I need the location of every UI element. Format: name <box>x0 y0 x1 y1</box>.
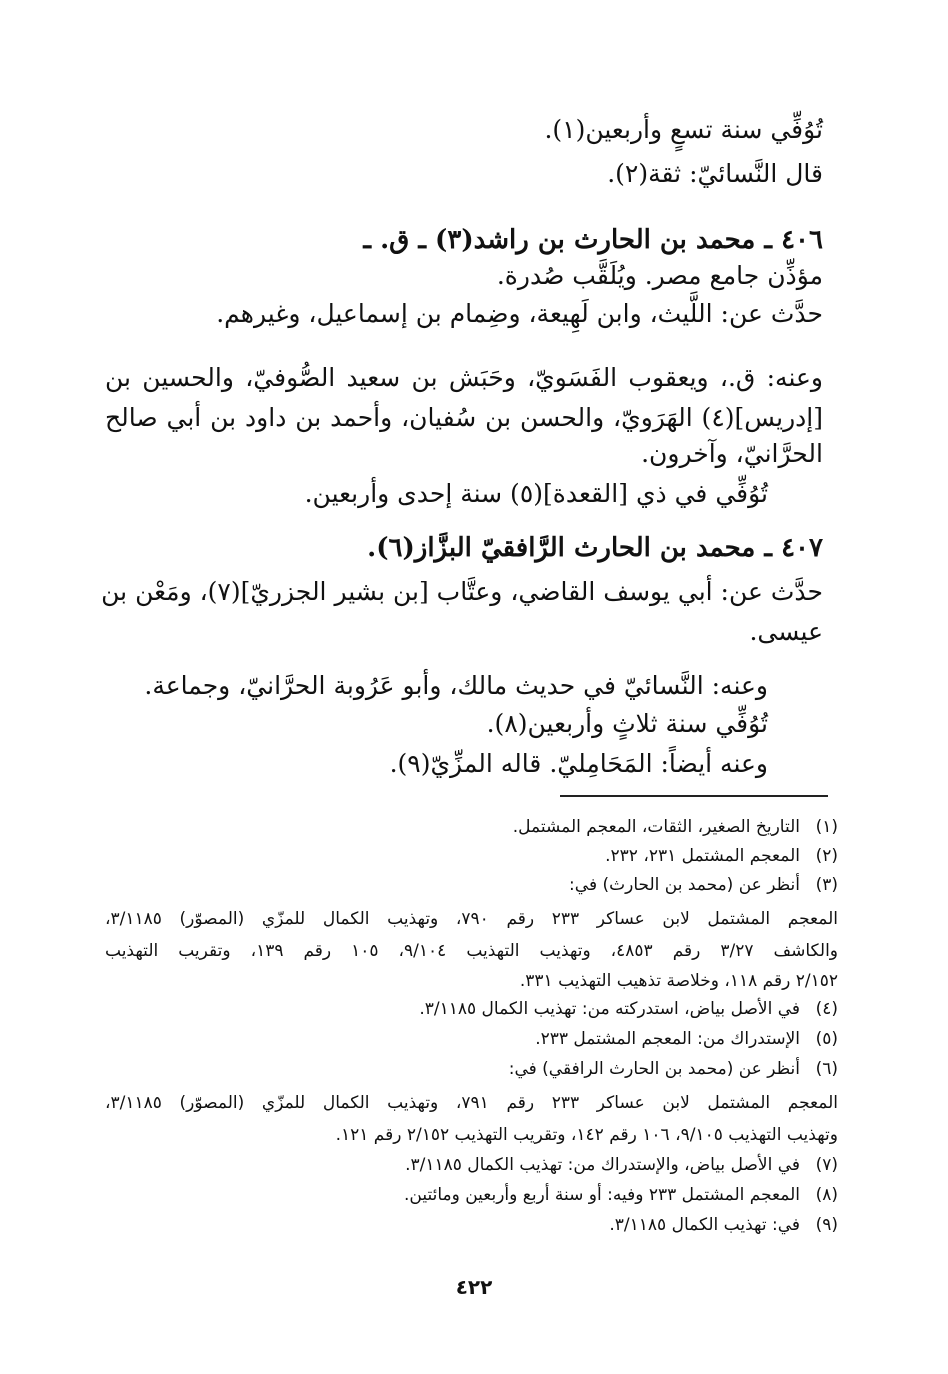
footnote-text: أنظر عن (محمد بن الحارث) في: <box>569 875 800 895</box>
footnote-number: (٨) <box>815 1185 838 1205</box>
body-line: الحرَّانيّ، وآخرون. <box>641 439 823 468</box>
footnote-text: أنظر عن (محمد بن الحارث الرافقي) في: <box>508 1059 800 1079</box>
footnote <box>509 1056 838 1082</box>
footnote <box>513 814 838 840</box>
footnote-continuation: ٢/١٥٢ رقم ١١٨، وخلاصة تذهيب التهذيب ٣٣١. <box>519 971 838 991</box>
entry-heading-406: ٤٠٦ ـ محمد بن الحارث بن راشد(٣) ـ ق. ـ <box>363 225 823 255</box>
footnote-continuation: والكاشف ٣/٢٧ رقم ٤٨٥٣، وتهذيب التهذيب ٩/١٠٤، ١٠٥ رقم ١٣٩، وتقريب التهذيب <box>105 941 839 961</box>
footnote-text: الإستدراك من: المعجم المشتمل ٢٣٣. <box>535 1029 800 1049</box>
body-line: حدَّث عن: اللَّيث، وابن لَهِيعة، وضِمام بن إسماعيل، وغيرهم. <box>216 299 823 328</box>
footnote-number: (٩) <box>815 1215 838 1235</box>
footnote-number: (٧) <box>815 1155 838 1175</box>
footnote <box>535 1026 838 1052</box>
body-line: عيسى. <box>749 617 823 646</box>
footnote <box>605 843 838 869</box>
footnote-continuation: المعجم المشتمل لابن عساكر ٢٣٣ رقم ٧٩٠، وتهذيب الكمال للمزّي (المصوّر) ٣/١١٨٥، <box>105 909 838 929</box>
entry-heading-407: ٤٠٧ ـ محمد بن الحارث الرَّافقيّ البزَّاز(٦). <box>367 533 823 563</box>
body-line: تُوُفِّي في ذي [القعدة](٥) سنة إحدى وأربعين. <box>304 479 768 508</box>
footnote-number: (٦) <box>815 1059 838 1079</box>
footnote-text: في: تهذيب الكمال ٣/١١٨٥. <box>609 1215 800 1235</box>
footnote-number: (٢) <box>815 846 838 866</box>
footnote-text: في الأصل بياض، استدركته من: تهذيب الكمال ٣/١١٨٥. <box>419 999 800 1019</box>
footnote <box>609 1212 838 1238</box>
footnote <box>405 1152 838 1178</box>
footnote-number: (١) <box>815 817 838 837</box>
footnote <box>569 872 838 898</box>
body-line: وعنه: ق.، ويعقوب الفَسَويّ، وحَبَش بن سعيد الصُّوفيّ، والحسين بن <box>105 363 823 392</box>
footnote-text: المعجم المشتمل ٢٣٣ وفيه: أو سنة أربع وأربعين ومائتين. <box>403 1185 800 1205</box>
footnote-divider <box>560 795 828 797</box>
footnote-text: في الأصل بياض، والإستدراك من: تهذيب الكمال ٣/١١٨٥. <box>405 1155 800 1175</box>
footnote-continuation: وتهذيب التهذيب ٩/١٠٥، ١٠٦ رقم ١٤٢، وتقريب التهذيب ٢/١٥٢ رقم ١٢١. <box>335 1125 838 1145</box>
body-line: مؤذِّن جامع مصر. ويُلَقَّب صُدرة. <box>496 261 823 290</box>
page-number: ٤٢٢ <box>455 1275 493 1299</box>
body-line: [إدريس](٤) الهَرَويّ، والحسن بن سُفيان، وأحمد بن داود بن أبي صالح <box>105 403 823 432</box>
body-line: تُوُفِّي سنة تسعٍ وأربعين(١). <box>544 115 823 144</box>
body-line: تُوُفِّي سنة ثلاثٍ وأربعين(٨). <box>486 709 768 738</box>
footnote <box>404 1182 838 1208</box>
body-line: حدَّث عن: أبي يوسف القاضي، وعتَّاب [بن بشير الجزريّ](٧)، ومَعْن بن <box>101 577 823 606</box>
footnote-number: (٤) <box>815 999 838 1019</box>
footnote-text: التاريخ الصغير، الثقات، المعجم المشتمل. <box>512 817 800 837</box>
footnote-text: المعجم المشتمل ٢٣١، ٢٣٢. <box>605 846 800 866</box>
footnote-continuation: المعجم المشتمل لابن عساكر ٢٣٣ رقم ٧٩١، وتهذيب الكمال للمزّي (المصوّر) ٣/١١٨٥، <box>105 1093 838 1113</box>
footnote <box>419 996 838 1022</box>
body-line: وعنه أيضاً: المَحَامِليّ. قاله المزِّيّ(٩). <box>389 749 768 778</box>
body-line: وعنه: النَّسائيّ في حديث مالك، وأبو عَرُوبة الحرَّانيّ، وجماعة. <box>144 671 768 700</box>
footnote-number: (٥) <box>815 1029 838 1049</box>
body-line: قال النَّسائيّ: ثقة(٢). <box>607 159 823 188</box>
footnote-number: (٣) <box>815 875 838 895</box>
